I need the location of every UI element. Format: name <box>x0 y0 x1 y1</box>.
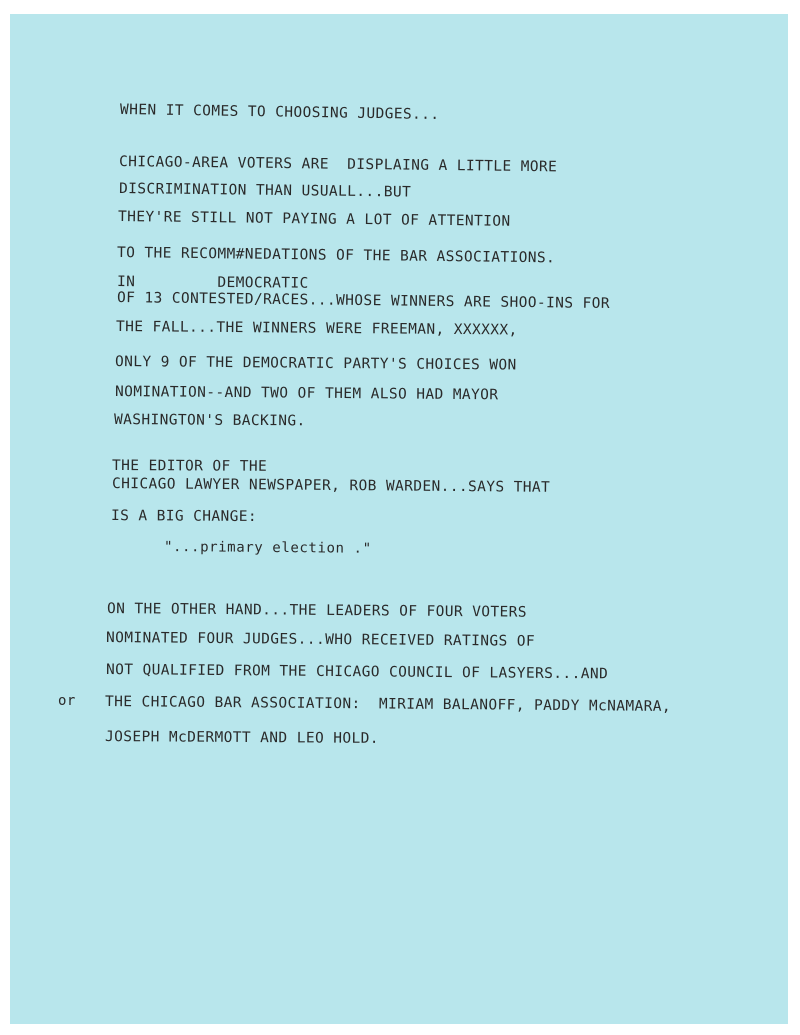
text-line: JOSEPH McDERMOTT AND LEO HOLD. <box>104 729 379 747</box>
text-line: WASHINGTON'S BACKING. <box>113 412 306 430</box>
typewritten-page <box>10 14 788 1024</box>
text-line: ONLY 9 OF THE DEMOCRATIC PARTY'S CHOICES WON <box>114 354 517 374</box>
quote-line: "...primary election ." <box>163 539 372 557</box>
text-line: THE CHICAGO BAR ASSOCIATION: MIRIAM BALANOFF, PADDY McNAMARA, <box>104 694 672 715</box>
text-line: TO THE RECOMM#NEDATIONS OF THE BAR ASSOCIATIONS. <box>116 245 556 267</box>
text-line: CHICAGO-AREA VOTERS ARE DISPLAING A LITTLE MORE <box>118 154 558 176</box>
text-line: THEY'RE STILL NOT PAYING A LOT OF ATTENTION <box>117 209 511 230</box>
heading-line: WHEN IT COMES TO CHOOSING JUDGES... <box>119 102 440 124</box>
text-line: NOT QUALIFIED FROM THE CHICAGO COUNCIL OF LASYERS...AND <box>105 662 609 683</box>
insertion-line: IN DEMOCRATIC <box>116 274 309 292</box>
text-line: DISCRIMINATION THAN USUALL...BUT <box>118 181 412 201</box>
text-line: ON THE OTHER HAND...THE LEADERS OF FOUR VOTERS <box>106 601 528 621</box>
text-line: THE EDITOR OF THE <box>111 458 268 475</box>
struck-line: THE FALL...THE WINNERS WERE FREEMAN, XXXXXX, <box>115 319 518 339</box>
text-line: NOMINATION--AND TWO OF THEM ALSO HAD MAYOR <box>114 384 499 404</box>
text-line: IS A BIG CHANGE: <box>110 508 258 526</box>
margin-note: or <box>58 693 76 709</box>
text-line: NOMINATED FOUR JUDGES...WHO RECEIVED RATINGS OF <box>105 630 536 650</box>
text-line: OF 13 CONTESTED/RACES...WHOSE WINNERS ARE SHOO-INS FOR <box>116 290 611 313</box>
text-line: CHICAGO LAWYER NEWSPAPER, ROB WARDEN...SAYS THAT <box>111 476 551 496</box>
